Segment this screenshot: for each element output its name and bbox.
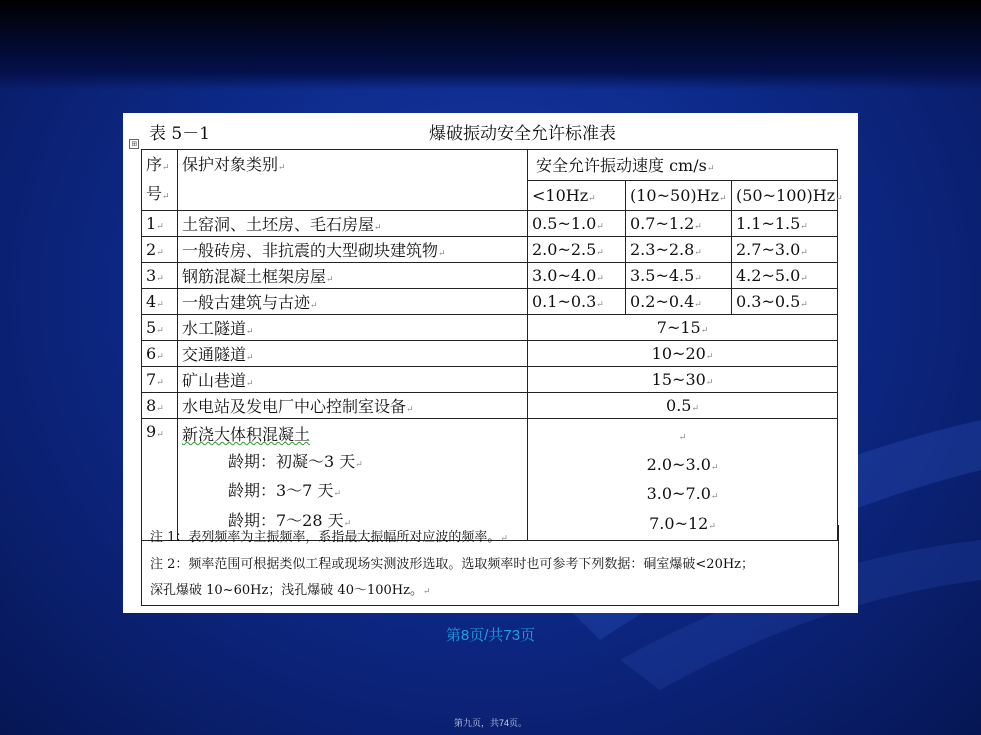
age-label-2: 龄期：3～7 天: [228, 481, 334, 500]
table-row: 6↵ 交通隧道↵ 10~20↵: [142, 341, 838, 367]
concrete-title: 新浇大体积混凝土: [182, 425, 311, 444]
age-value-2: 3.0~7.0: [646, 484, 711, 503]
table-notes: [141, 525, 839, 606]
header-category: 保护对象类别↵: [178, 150, 528, 211]
table-number: 表 5－1: [149, 124, 211, 144]
note-2-cont: 深孔爆破 10~60Hz；浅孔爆破 40～100Hz。↵: [150, 583, 431, 598]
page-indicator: 第8页/共73页: [445, 627, 536, 644]
table-row: 2↵ 一般砖房、非抗震的大型砌块建筑物↵ 2.0~2.5↵ 2.3~2.8↵ 2.7~3.0↵: [142, 237, 838, 263]
age-label-3: 龄期：7～28 天: [228, 510, 344, 530]
top-dark-band: [0, 0, 981, 90]
table-row: 7↵ 矿山巷道↵ 15~30↵: [142, 367, 838, 393]
header-velocity: 安全允许振动速度 cm/s↵: [528, 150, 838, 181]
header-freq-3: (50~100)Hz↵: [732, 180, 838, 211]
footer-note: 第九页，共74页。: [453, 718, 527, 728]
age-value-1: 2.0~3.0: [646, 454, 711, 474]
table-row: 3↵ 钢筋混凝土框架房屋↵ 3.0~4.0↵ 3.5~4.5↵ 4.2~5.0↵: [142, 263, 838, 289]
document-image: [123, 113, 858, 613]
table-row: 1↵ 土窑洞、土坯房、毛石房屋↵ 0.5~1.0↵ 0.7~1.2↵ 1.1~1.5↵: [142, 211, 838, 237]
table-anchor-icon: ⊞: [129, 139, 139, 149]
header-seq: 序↵ 号↵: [142, 150, 178, 211]
table-row-concrete: 9↵ 新浇大体积混凝土 龄期：初凝～3 天↵ 龄期：3～7 天↵ 龄期：7～28 天↵ ↵ 2.0~3.0↵ 3.0~7.0↵ 7.0~12↵: [142, 419, 838, 541]
header-freq-2: (10~50)Hz↵: [626, 180, 732, 211]
table-row: 4↵ 一般古建筑与古迹↵ 0.1~0.3↵ 0.2~0.4↵ 0.3~0.5↵: [142, 289, 838, 315]
note-1: 注 1：表列频率为主振频率，系指最大振幅所对应波的频率。↵: [150, 530, 508, 545]
header-freq-1: <10Hz↵: [528, 180, 626, 211]
age-value-3: 7.0~12: [649, 513, 709, 533]
note-2: 注 2：频率范围可根据类似工程或现场实测波形选取。选取频率时也可参考下列数据：硐室爆破<20Hz；: [150, 557, 755, 572]
standards-table: [141, 149, 843, 541]
table-row: 5↵ 水工隧道↵ 7~15↵: [142, 315, 838, 341]
table-row: 8↵ 水电站及发电厂中心控制室设备↵ 0.5↵: [142, 393, 838, 419]
age-label-1: 龄期：初凝～3 天: [228, 451, 356, 471]
header-row-1: [142, 150, 838, 181]
table-title: 爆破振动安全允许标准表: [429, 124, 616, 144]
